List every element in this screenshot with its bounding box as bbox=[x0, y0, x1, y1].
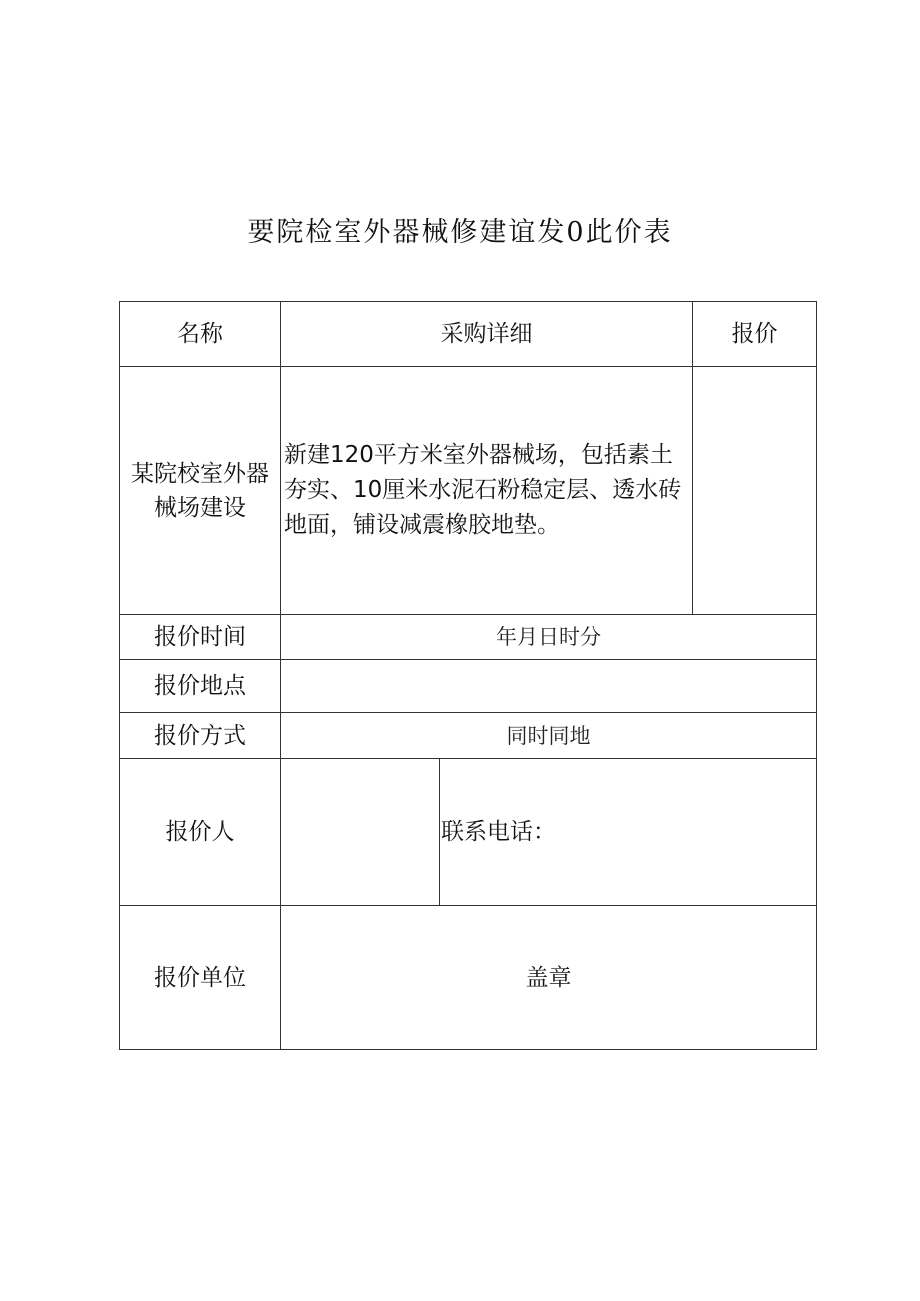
quoter-value-cell[interactable] bbox=[280, 758, 440, 906]
header-name-label: 名称 bbox=[177, 321, 223, 347]
item-price-cell[interactable] bbox=[692, 366, 817, 615]
quote-location-value-cell[interactable] bbox=[280, 659, 817, 713]
header-details-label: 采购详细 bbox=[440, 321, 533, 347]
header-price-cell bbox=[692, 301, 817, 367]
header-price-label: 报价 bbox=[731, 321, 778, 347]
quote-location-label: 报价地点 bbox=[154, 673, 246, 699]
quote-unit-label: 报价单位 bbox=[154, 964, 246, 991]
item-name-cell bbox=[119, 366, 281, 615]
item-name: 某院校室外器械场建设 bbox=[131, 460, 269, 521]
quote-time-label-cell bbox=[119, 614, 281, 660]
contact-phone-label: 联系电话： bbox=[441, 819, 556, 845]
item-description: 新建120平方米室外器械场，包括素土夯实、10厘米水泥石粉稳定层、透水砖地面，铺设减震橡胶地垫。 bbox=[284, 442, 682, 538]
header-name-cell bbox=[119, 301, 281, 367]
item-description-cell bbox=[280, 366, 693, 615]
header-details-cell bbox=[280, 301, 693, 367]
quote-method-value: 同时同地 bbox=[506, 723, 591, 748]
quoter-label-cell bbox=[119, 758, 281, 906]
contact-phone-cell[interactable] bbox=[439, 758, 817, 906]
quote-time-value: 年月日时分 bbox=[496, 625, 601, 649]
quote-unit-label-cell bbox=[119, 905, 281, 1050]
quote-method-label-cell bbox=[119, 712, 281, 759]
document-title: 要院检室外器械修建谊发0此价表 bbox=[247, 217, 673, 248]
quote-time-label: 报价时间 bbox=[154, 624, 246, 650]
quote-location-label-cell bbox=[119, 659, 281, 713]
quote-method-value-cell[interactable] bbox=[280, 712, 817, 759]
quote-unit-value-cell[interactable] bbox=[280, 905, 817, 1050]
stamp-label: 盖章 bbox=[525, 964, 572, 991]
quoter-label: 报价人 bbox=[165, 819, 235, 845]
quote-time-value-cell[interactable] bbox=[280, 614, 817, 660]
quote-method-label: 报价方式 bbox=[154, 722, 246, 749]
